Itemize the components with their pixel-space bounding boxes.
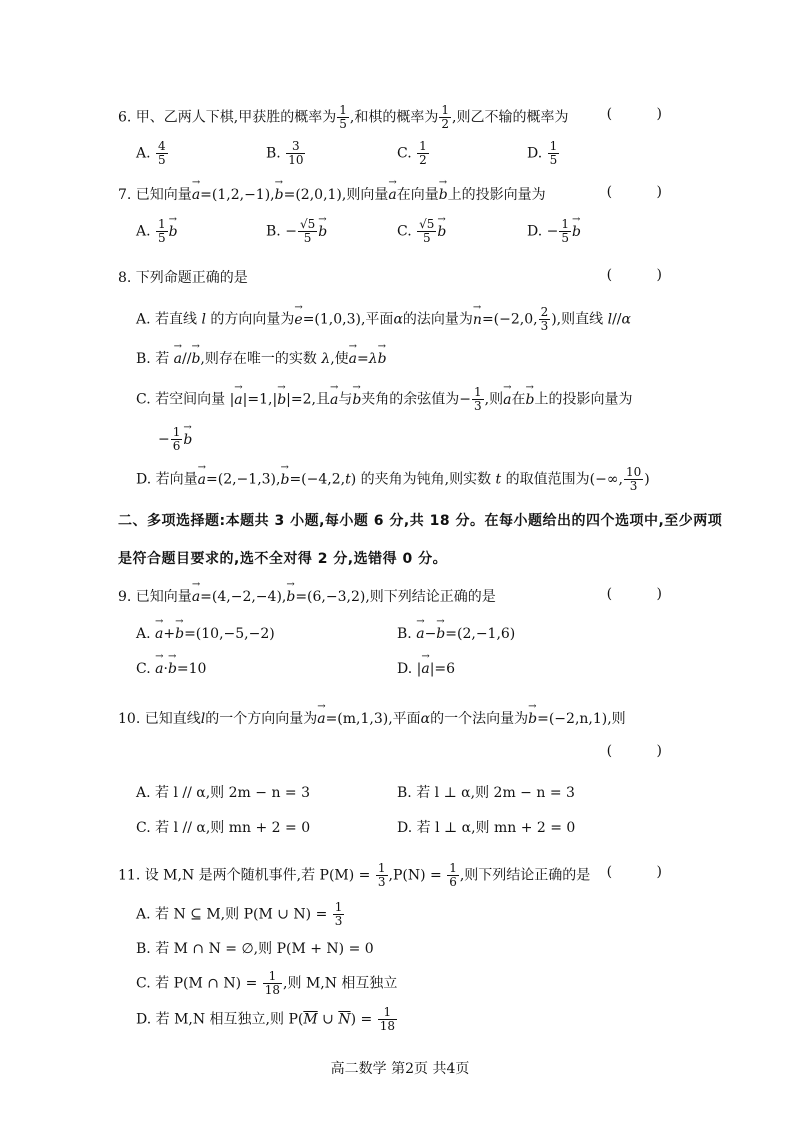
q8-stem: 8. 下列命题正确的是: [118, 270, 248, 286]
q6-option-a: A. $\frac{4}{5}$: [136, 139, 166, 167]
q10-option-b: B. 若 l ⊥ α,则 2m − n = 3: [397, 785, 575, 801]
q8-option-d: D. 若向量→ a=(2,−1,3),→ b=(−4,2,t) 的夹角为钝角,则实数 t 的取值范围为(−∞, $\frac{10}{3}$ ): [136, 466, 650, 493]
q6-option-d: D. $\frac{1}{5}$: [527, 139, 558, 167]
page-footer: 高二数学 第2页 共4页: [330, 1061, 470, 1077]
q10-stem: 10. 已知直线l的一个方向向量为→ a=(m,1,3),平面α的一个法向量为→ b=(−2,n,1),则: [118, 708, 626, 728]
q7-option-b: B. − $\frac{√5}{5}$ → b: [266, 218, 327, 245]
q11-option-b: B. 若 M ∩ N = ∅,则 P(M + N) = 0: [136, 941, 374, 957]
q8-option-c-answer: − $\frac{1}{6}$ → b: [158, 426, 192, 453]
section2-note: 是符合题目要求的,选不全对得 2 分,选错得 0 分。: [118, 551, 448, 567]
q9-option-d: D. |→ a|=6: [397, 661, 455, 677]
q7-option-d: D. − $\frac{1}{5}$ → b: [527, 218, 581, 245]
q7-answer-paren: ( ): [606, 184, 682, 200]
section2-heading: 二、多项选择题:本题共 3 小题,每小题 6 分,共 18 分。在每小题给出的四个选项中,至少两项: [118, 513, 723, 529]
q7-option-a: A. $\frac{1}{5}$ → b: [136, 218, 178, 245]
q8-option-a: A. 若直线 l 的方向向量为→ e=(1,0,3),平面α的法向量为→ n=(−2,0, $\frac{2}{3}$ ),则直线 l//α: [136, 306, 631, 333]
q9-option-b: B. → a−→ b=(2,−1,6): [397, 626, 515, 642]
q11-option-a: A. 若 N ⊆ M,则 P(M ∪ N) = $\frac{1}{3}$: [136, 900, 343, 928]
q10-option-c: C. 若 l // α,则 mn + 2 = 0: [136, 820, 311, 836]
q6-answer-paren: ( ): [606, 106, 682, 122]
q11-option-c: C. 若 P(M ∩ N) = $\frac{1}{18}$ ,则 M,N 相互独立: [136, 969, 398, 997]
q9-option-c: C. → a·→ b=10: [136, 661, 206, 677]
q6-stem: 6. 甲、乙两人下棋,甲获胜的概率为 $\frac{1}{5}$ ,和棋的概率为 $\frac{1}{2}$ ,则乙不输的概率为: [118, 103, 569, 131]
q7-option-c: C. $\frac{√5}{5}$ → b: [397, 218, 446, 245]
q8-option-c: C. 若空间向量 |→ a|=1,|→ b|=2,且→ a与→ b夹角的余弦值为− $\frac{1}{3}$ ,则→ a在→ b上的投影向量为: [136, 386, 632, 413]
q10-option-a: A. 若 l // α,则 2m − n = 3: [136, 785, 310, 801]
q9-option-a: A. → a+→ b=(10,−5,−2): [136, 626, 275, 642]
q6-option-c: C. $\frac{1}{2}$: [397, 139, 427, 167]
q8-option-b: B. 若 → a//→ b,则存在唯一的实数 λ,使→ a=λ→ b: [136, 348, 387, 368]
q11-option-d: D. 若 M,N 相互独立,则 $P(\overline{M}$ ∪ $\overline{N}$) = $\frac{1}{18}$: [136, 1005, 395, 1033]
q11-stem: 11. 设 M,N 是两个随机事件,若 P(M) = $\frac{1}{3}$ ,P(N) = $\frac{1}{6}$ ,则下列结论正确的是: [118, 861, 591, 889]
q9-stem: 9. 已知向量→ a=(4,−2,−4),→ b=(6,−3,2),则下列结论正确的是: [118, 586, 496, 606]
q10-option-d: D. 若 l ⊥ α,则 mn + 2 = 0: [397, 820, 576, 836]
q11-answer-paren: ( ): [606, 864, 682, 880]
q6-option-b: B. $\frac{3}{10}$: [266, 139, 304, 167]
q10-answer-paren: ( ): [606, 743, 682, 759]
q8-answer-paren: ( ): [606, 267, 682, 283]
q7-stem: 7. 已知向量→ a=(1,2,−1),→ b=(2,0,1),则向量→ a在向量→ b上的投影向量为: [118, 184, 546, 204]
q9-answer-paren: ( ): [606, 586, 682, 602]
